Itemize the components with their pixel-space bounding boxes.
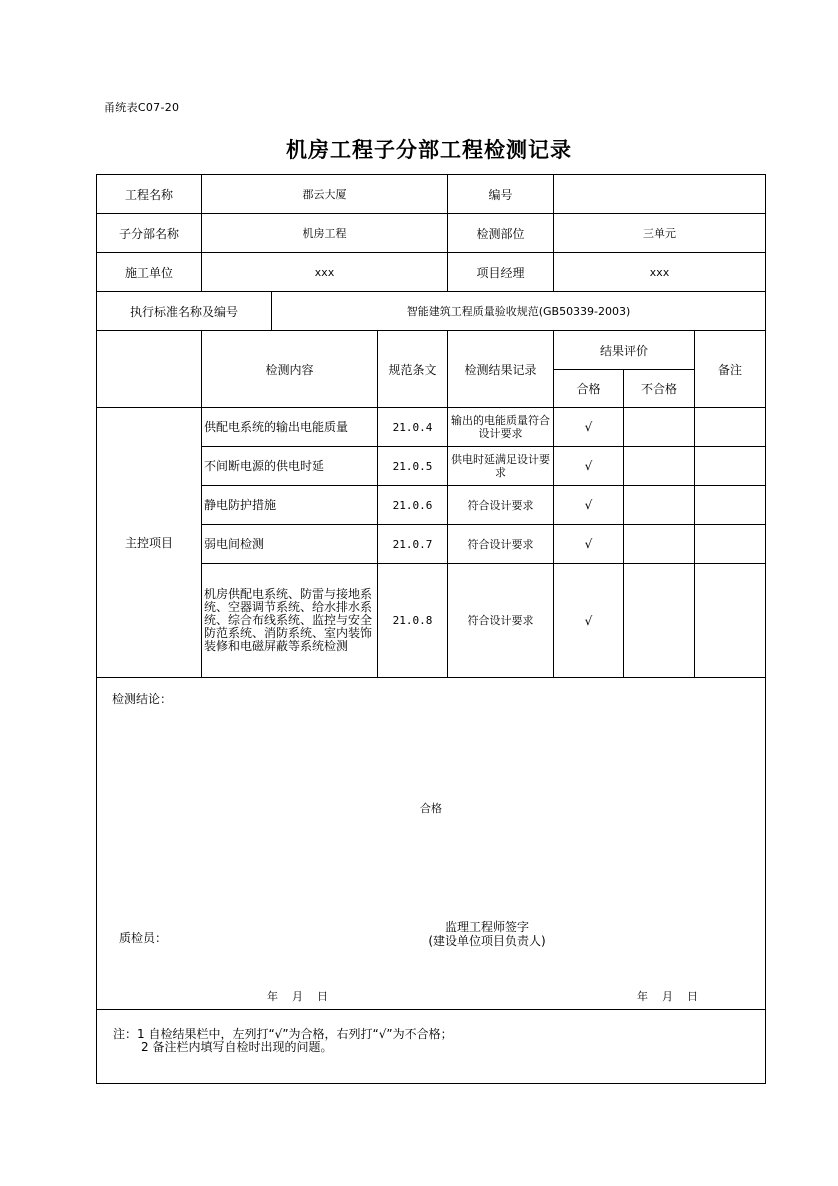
item-fail [624, 525, 695, 564]
item-remark [695, 408, 766, 447]
item-pass: √ [554, 564, 624, 678]
item-clause: 21.0.6 [378, 486, 448, 525]
item-content: 弱电间检测 [202, 525, 378, 564]
record-header: 检测结果记录 [448, 331, 554, 408]
item-clause: 21.0.5 [378, 447, 448, 486]
item-clause: 21.0.7 [378, 525, 448, 564]
item-content: 机房供配电系统、防雷与接地系统、空器调节系统、给水排水系统、综合布线系统、监控与安全防范系统、消防系统、室内装饰装修和电磁屏蔽等系统检测 [202, 564, 378, 678]
item-remark [695, 525, 766, 564]
fail-header: 不合格 [624, 370, 695, 408]
number-value [554, 175, 766, 214]
item-record: 供电时延满足设计要求 [448, 447, 554, 486]
subdivision-value: 机房工程 [202, 214, 448, 253]
clause-header: 规范条文 [378, 331, 448, 408]
item-fail [624, 564, 695, 678]
item-remark [695, 486, 766, 525]
note-line-1: 注：1 自检结果栏中，左列打“√”为合格，右列打“√”为不合格； [113, 1027, 453, 1041]
conclusion-row [97, 678, 766, 1010]
contractor-label: 施工单位 [97, 253, 202, 292]
item-fail [624, 447, 695, 486]
inspection-record-table [96, 174, 766, 1084]
location-label: 检测部位 [448, 214, 554, 253]
project-name-value: 郡云大厦 [202, 175, 448, 214]
item-record: 符合设计要求 [448, 486, 554, 525]
item-fail [624, 486, 695, 525]
blank-header-cell [97, 331, 202, 408]
note-line-2: 2 备注栏内填写自检时出现的问题。 [141, 1040, 333, 1054]
item-clause: 21.0.8 [378, 564, 448, 678]
page-title: 机房工程子分部工程检测记录 [286, 138, 572, 162]
item-content: 供配电系统的输出电能质量 [202, 408, 378, 447]
supervisor-line2: (建设单位项目负责人) [428, 934, 546, 948]
item-pass: √ [554, 525, 624, 564]
inspector-label: 质检员： [119, 931, 168, 945]
standard-row [97, 292, 766, 331]
notes-row [97, 1010, 766, 1084]
item-record: 符合设计要求 [448, 525, 554, 564]
main-control-label: 主控项目 [97, 408, 202, 678]
date-left: 年 月 日 [267, 990, 328, 1003]
item-content: 不间断电源的供电时延 [202, 447, 378, 486]
location-value: 三单元 [554, 214, 766, 253]
contractor-row [97, 253, 766, 292]
manager-value: xxx [554, 253, 766, 292]
manager-label: 项目经理 [448, 253, 554, 292]
subdivision-row [97, 214, 766, 253]
item-remark [695, 564, 766, 678]
content-header: 检测内容 [202, 331, 378, 408]
number-label: 编号 [448, 175, 554, 214]
standard-label: 执行标准名称及编号 [97, 292, 272, 331]
item-remark [695, 447, 766, 486]
form-code: 甬统表C07-20 [104, 101, 180, 114]
table-row [97, 408, 766, 447]
standard-value: 智能建筑工程质量验收规范(GB50339-2003) [272, 292, 766, 331]
project-name-label: 工程名称 [97, 175, 202, 214]
item-content: 静电防护措施 [202, 486, 378, 525]
supervisor-line1: 监理工程师签字 [444, 920, 529, 934]
item-pass: √ [554, 408, 624, 447]
item-record: 输出的电能质量符合设计要求 [448, 408, 554, 447]
subdivision-label: 子分部名称 [97, 214, 202, 253]
item-fail [624, 408, 695, 447]
column-header-row [97, 331, 766, 370]
supervisor-signature-label [387, 920, 587, 948]
item-pass: √ [554, 486, 624, 525]
item-record: 符合设计要求 [448, 564, 554, 678]
conclusion-section [97, 678, 766, 1010]
pass-header: 合格 [554, 370, 624, 408]
conclusion-result: 合格 [420, 802, 442, 815]
remark-header: 备注 [695, 331, 766, 408]
item-clause: 21.0.4 [378, 408, 448, 447]
item-pass: √ [554, 447, 624, 486]
project-name-row [97, 175, 766, 214]
conclusion-label: 检测结论： [112, 692, 173, 706]
contractor-value: xxx [202, 253, 448, 292]
evaluation-header: 结果评价 [554, 331, 695, 370]
date-right: 年 月 日 [637, 990, 698, 1003]
notes-section [97, 1010, 766, 1084]
